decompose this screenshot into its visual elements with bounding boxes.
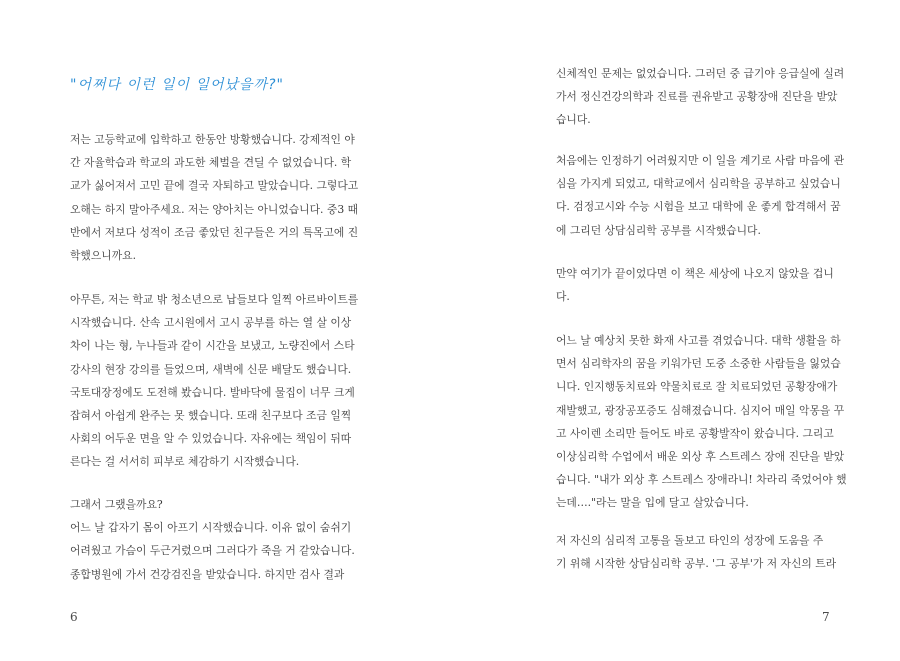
paragraph (556, 149, 844, 242)
text-line: 에 그리던 상담심리학 공부를 시작했습니다. (556, 223, 761, 237)
text-line: 만약 여기가 끝이었다면 이 책은 세상에 나오지 않았을 겁니 (556, 267, 834, 280)
text-line: 면서 심리학자의 꿈을 키워가던 도중 소중한 사람들을 잃었습 (556, 357, 841, 371)
text-line: 그래서 그랬을까요? (70, 498, 163, 511)
text-line: 고 사이렌 소리만 들어도 바로 공황발작이 왔습니다. 그리고 (556, 426, 834, 440)
paragraph (556, 62, 844, 132)
paragraph (70, 128, 358, 267)
text-line: 습니다. "내가 외상 후 스트레스 장애라니! 차라리 죽었어야 했 (556, 473, 847, 487)
text-line: 이상심리학 수업에서 배운 외상 후 스트레스 장애 진단을 받았 (556, 449, 845, 463)
text-line: 습니다. (556, 113, 591, 127)
page-number: 7 (822, 610, 830, 624)
text-line: 처음에는 인정하기 어려웠지만 이 일을 계기로 사람 마음에 관 (556, 154, 845, 167)
paragraph (70, 493, 355, 586)
text-line: 종합병원에 가서 건강검진을 받았습니다. 하지만 검사 결과 (70, 567, 345, 581)
text-line: 간 자율학습과 학교의 과도한 체벌을 견딜 수 없었습니다. 학 (70, 156, 352, 170)
text-line: 심을 가지게 되었고, 대학교에서 심리학을 공부하고 싶었습니 (556, 177, 841, 191)
text-line: 사회의 어두운 면을 알 수 있었습니다. 자유에는 책임이 뒤따 (70, 432, 352, 446)
text-line: 시작했습니다. 산속 고시원에서 고시 공부를 하는 열 살 이상 (70, 316, 352, 330)
text-line: 학했으니까요. (70, 248, 137, 262)
text-line: 어려웠고 가슴이 두근거렸으며 그러다가 죽을 거 같았습니다. (70, 544, 355, 558)
paragraph (556, 529, 836, 575)
text-line: 반에서 저보다 성적이 조금 좋았던 친구들은 거의 특목고에 진 (70, 225, 359, 239)
text-line: 차이 나는 형, 누나들과 같이 시간을 보냈고, 노량진에서 스타 (70, 339, 355, 353)
text-line: 어느 날 갑자기 몸이 아프기 시작했습니다. 이유 없이 숨쉬기 (70, 521, 352, 535)
text-line: 국토대장정에도 도전해 봤습니다. 발바닥에 물집이 너무 크게 (70, 385, 355, 399)
text-line: 재발했고, 광장공포증도 심해졌습니다. 심지어 매일 악몽을 꾸 (556, 403, 845, 417)
text-line: 는데…."라는 말을 입에 달고 살았습니다. (556, 496, 749, 510)
text-line: 잡혀서 아쉽게 완주는 못 했습니다. 또래 친구보다 조금 일찍 (70, 408, 352, 422)
paragraph (556, 262, 834, 308)
paragraph (70, 288, 358, 474)
text-line: 강사의 현장 강의를 들었으며, 새벽에 신문 배달도 했습니다. (70, 362, 352, 376)
text-line: 니다. 인지행동치료와 약물치료로 잘 치료되었던 공황장애가 (556, 380, 838, 394)
text-line: 교가 싫어져서 고민 끝에 결국 자퇴하고 말았습니다. 그렇다고 (70, 179, 359, 193)
text-line: 저 자신의 심리적 고통을 돌보고 타인의 성장에 도움을 주 (556, 534, 824, 547)
text-line: 신체적인 문제는 없었습니다. 그러던 중 급기야 응급실에 실려 (556, 67, 845, 80)
text-line: 른다는 걸 서서히 피부로 체감하기 시작했습니다. (70, 455, 300, 469)
text-line: 가서 정신건강의학과 진료를 권유받고 공황장애 진단을 받았 (556, 90, 838, 104)
text-line: 다. 검정고시와 수능 시험을 보고 대학에 운 좋게 합격해서 꿈 (556, 200, 841, 214)
right-page (450, 0, 900, 661)
chapter-heading: "어쩌다 이런 일이 일어났을까?" (70, 77, 284, 93)
text-line: 다. (556, 290, 570, 304)
paragraph (556, 329, 847, 515)
text-line: 아무튼, 저는 학교 밖 청소년으로 납들보다 일찍 아르바이트를 (70, 293, 359, 306)
text-line: 기 위해 시작한 상담심리학 공부. '그 공부'가 저 자신의 트라 (556, 557, 837, 571)
text-line: 오해는 하지 말아주세요. 저는 양아치는 아니었습니다. 중3 때 (70, 202, 359, 216)
text-line: 어느 날 예상치 못한 화재 사고를 겪었습니다. 대학 생활을 하 (556, 334, 841, 347)
text-line: 저는 고등학교에 입학하고 한동안 방황했습니다. 강제적인 야 (70, 133, 355, 146)
page-number: 6 (70, 610, 78, 624)
